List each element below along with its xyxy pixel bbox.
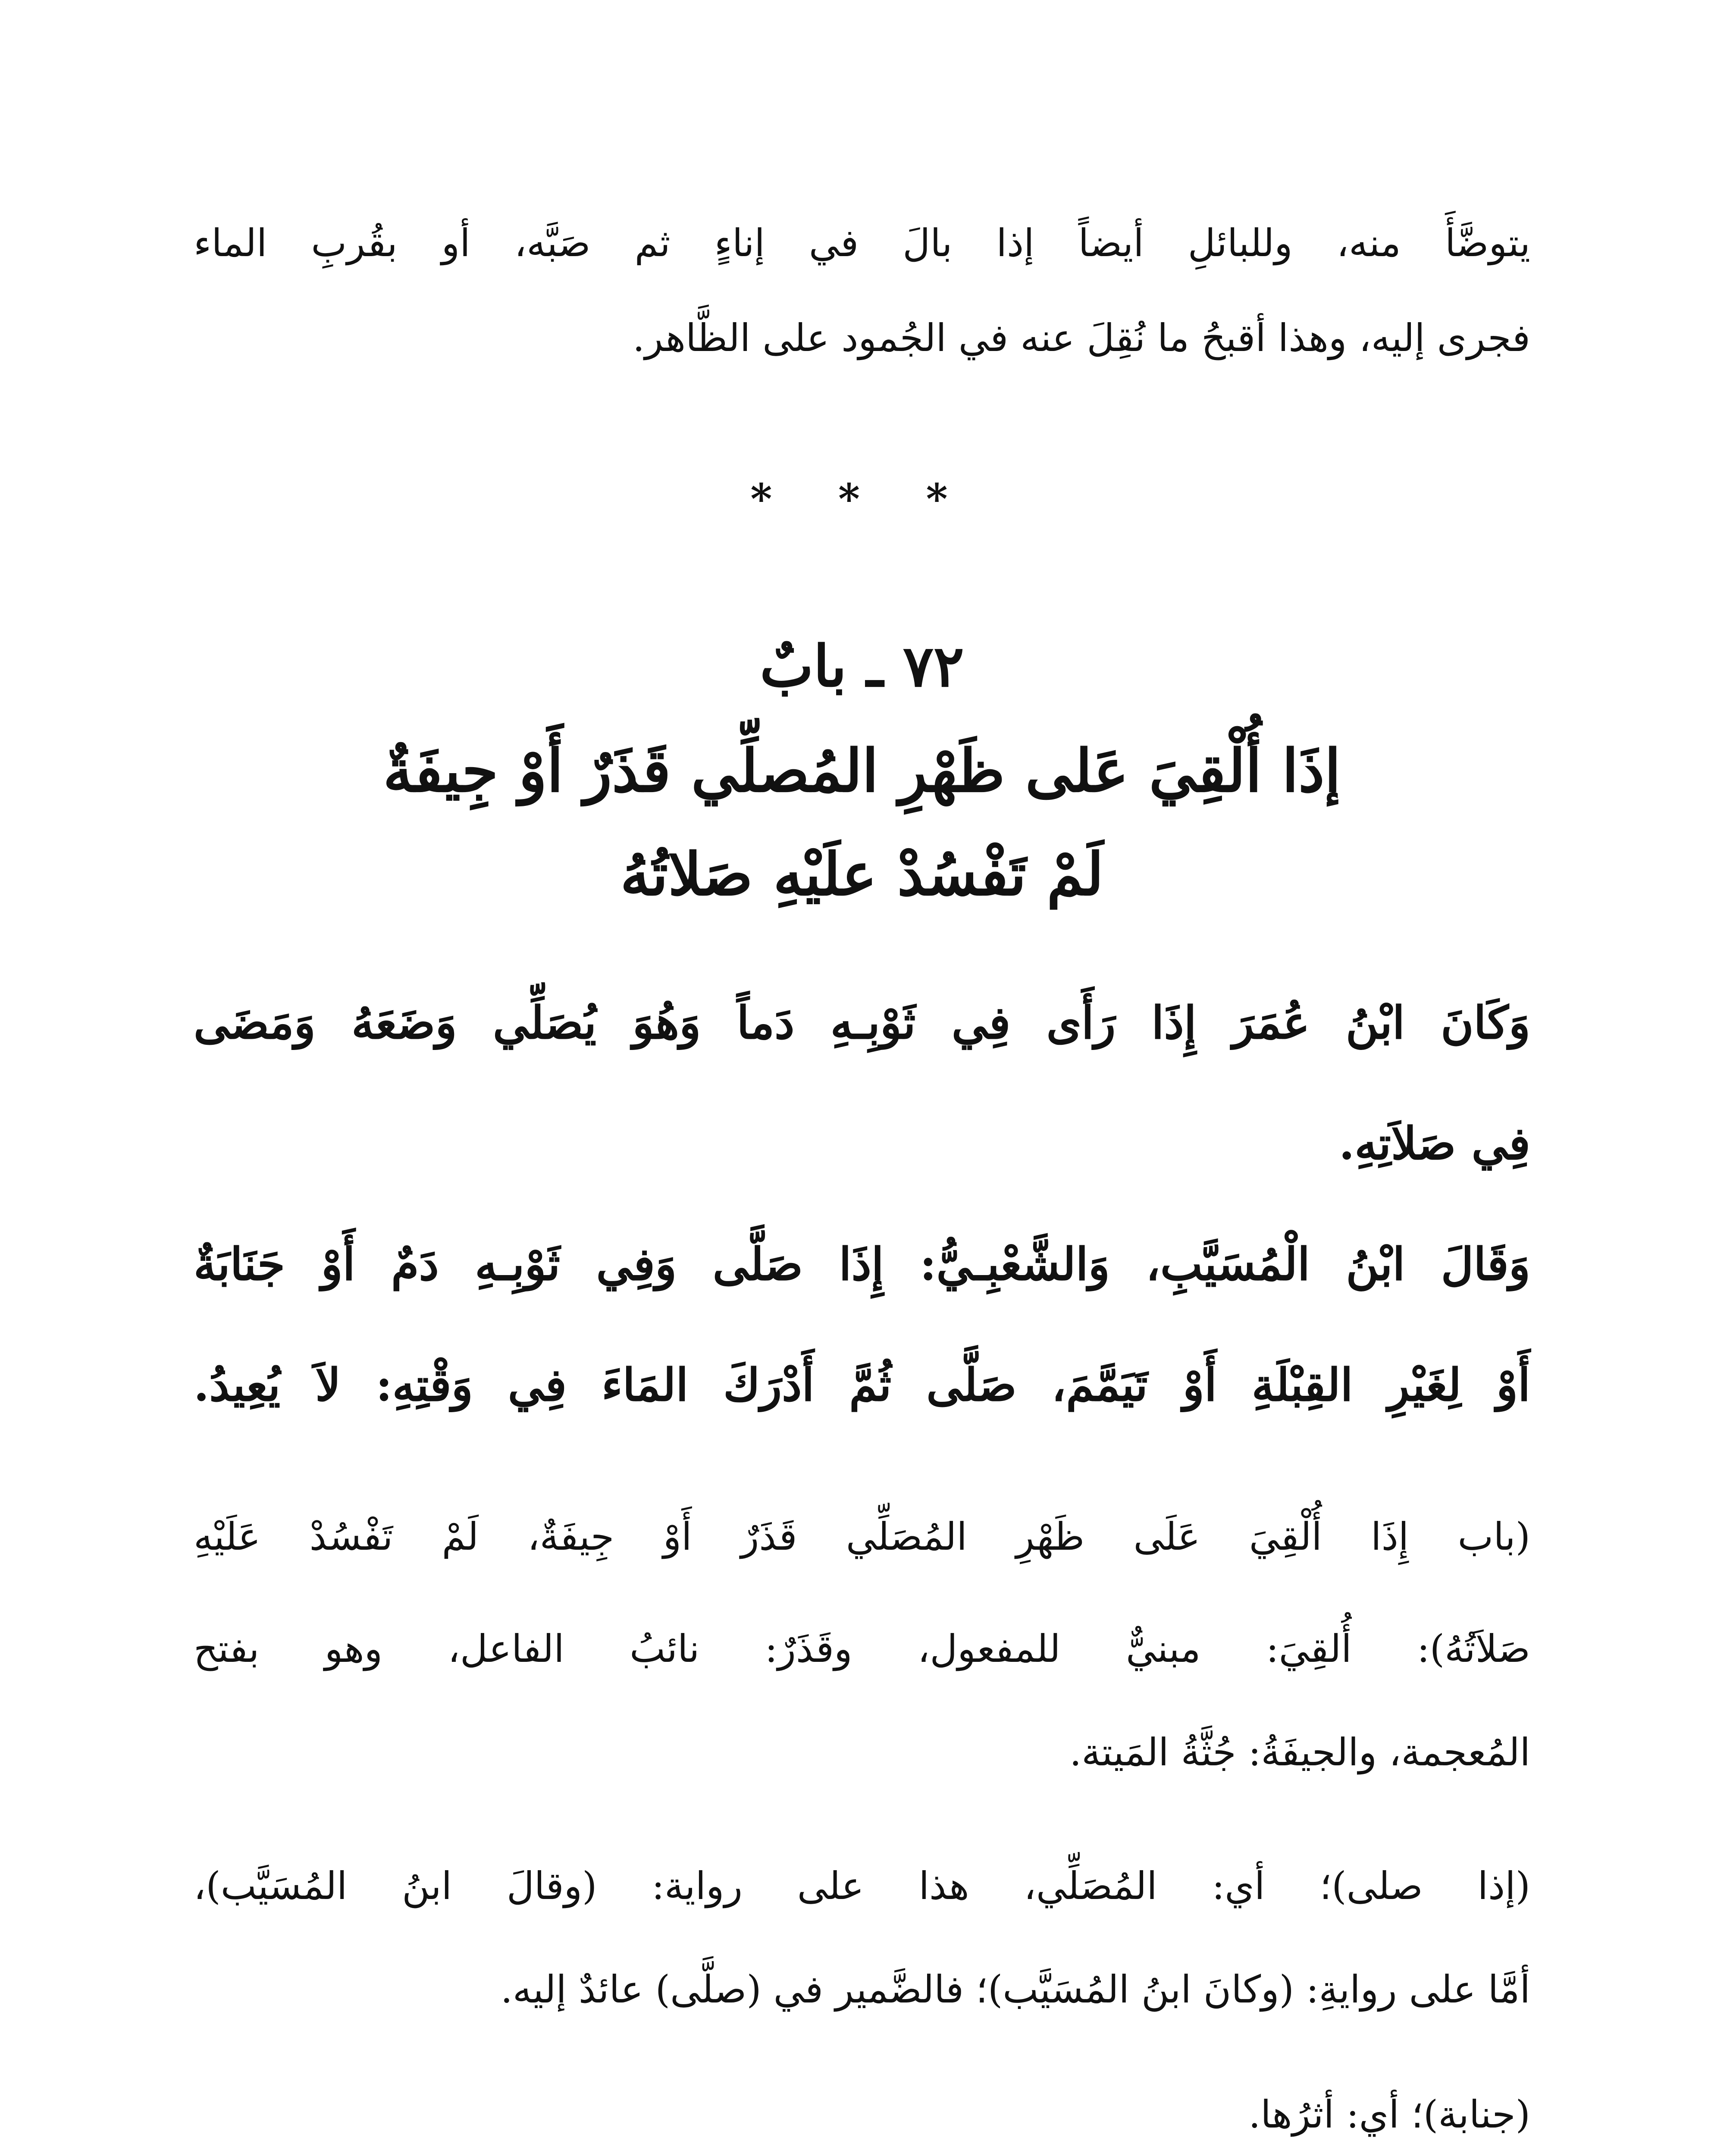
commentary-1-line-3: المُعجمة، والجيفَةُ: جُثَّةُ المَيتة. [1069, 1730, 1530, 1774]
chapter-title-line-2: لَمْ تَفْسُدْ علَيْهِ صَلاتُهُ [620, 840, 1104, 909]
commentary-2-line-1: (إذا صلى)؛ أي: المُصَلِّي، هذا على رواية: (وقالَ ابنُ المُسَيَّب)، [194, 1864, 1530, 1908]
section-separator: * * * [750, 475, 974, 523]
intro-line-2: فجرى إليه، وهذا أقبحُ ما نُقِلَ عنه في الجُمود على الظَّاهر. [633, 316, 1530, 360]
chapter-number: ٧٢ ـ بابٌ [760, 633, 964, 700]
matn-para-2-line-1: وَقَالَ ابْنُ الْمُسَيَّبِ، وَالشَّعْبِـيُّ: إِذَا صَلَّى وَفِي ثَوْبِـهِ دَمٌ أَوْ جَنَابَةٌ [194, 1238, 1530, 1291]
matn-para-1-line-1: وَكَانَ ابْنُ عُمَرَ إِذَا رَأَى فِي ثَوْبِـهِ دَماً وَهُوَ يُصَلِّي وَضَعَهُ وَمَضَى [194, 996, 1530, 1049]
commentary-3: (جنابة)؛ أي: أثرُها. [1248, 2092, 1530, 2137]
commentary-2-line-2: أمَّا على روايةِ: (وكانَ ابنُ المُسَيَّب)؛ فالضَّمير في (صلَّى) عائدٌ إليه. [500, 1967, 1530, 2012]
matn-para-1-line-2: فِي صَلاَتِهِ. [1339, 1117, 1530, 1170]
matn-para-2-line-2: أَوْ لِغَيْرِ القِبْلَةِ أَوْ تَيَمَّمَ، صَلَّى ثُمَّ أَدْرَكَ المَاءَ فِي وَقْتِهِ: لاَ يُعِيدُ. [194, 1358, 1530, 1411]
commentary-1-line-2: صَلاَتُهُ): أُلقِيَ: مبنيٌّ للمفعول، وقَذَرٌ: نائبُ الفاعل، وهو بفتح [194, 1626, 1530, 1671]
intro-line-1: يتوضَّأَ منه، وللبائلِ أيضاً إذا بالَ في إناءٍ ثم صَبَّه، أو بقُربِ الماء [194, 221, 1530, 265]
chapter-title-line-1: إذَا أُلْقِيَ عَلى ظَهْرِ المُصلِّي قَذَرٌ أَوْ جِيفَةٌ [383, 736, 1341, 805]
commentary-1-line-1: (باب إِذَا أُلْقِيَ عَلَى ظَهْرِ المُصَلِّي قَذَرٌ أَوْ جِيفَةٌ، لَمْ تَفْسُدْ عَلَيْهِ [194, 1514, 1530, 1559]
